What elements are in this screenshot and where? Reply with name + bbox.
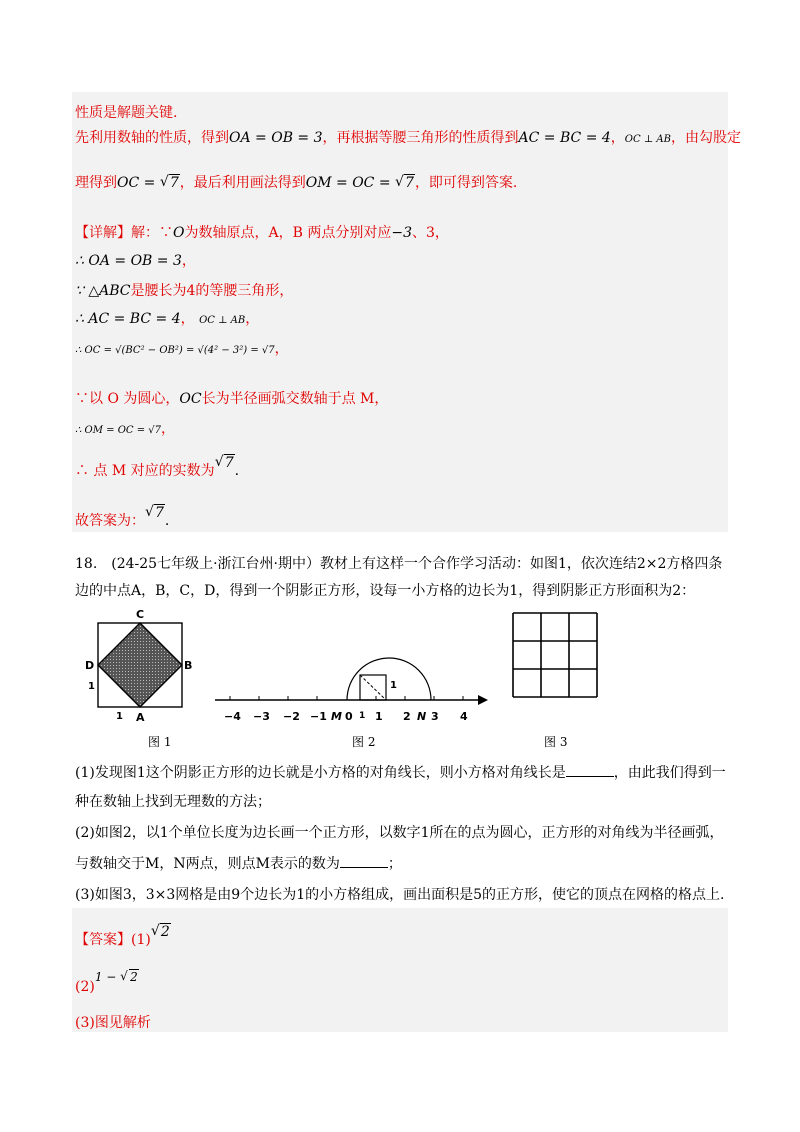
- text: 长为半径画弧交数轴于点 M，: [201, 391, 389, 407]
- step-1: [75, 250, 196, 270]
- detail-tag: 【详解】: [75, 225, 131, 241]
- sqrt-symbol: [151, 924, 171, 940]
- sqrt-symbol: [120, 970, 139, 984]
- math-neg3: −3: [391, 225, 412, 241]
- label-c: C: [136, 608, 145, 621]
- tick-label: 1: [375, 710, 383, 723]
- text: 边的中点A，B，C，D，得到一个阴影正方形，设每一小方格的边长为1，得到阴影正方形面积为2：: [75, 583, 696, 599]
- label-d: D: [85, 659, 95, 672]
- math: ∴ OA = OB = 3: [75, 253, 182, 269]
- shaded-square: [98, 623, 182, 707]
- part-1: [75, 762, 726, 782]
- text: ，最后利用画法得到: [179, 175, 306, 191]
- tick-label: −3: [253, 710, 270, 723]
- text: 、3，: [411, 225, 449, 241]
- math: [95, 970, 139, 984]
- arrow-icon: [478, 695, 488, 705]
- step-3: [75, 308, 259, 328]
- part-3: [75, 884, 724, 904]
- solution-line-3: [75, 172, 517, 192]
- math-oc: [117, 175, 180, 191]
- part-1b: [75, 791, 271, 811]
- text: ，: [161, 421, 176, 437]
- sqrt-symbol: [395, 175, 415, 191]
- text: 是腰长为4的等腰三角形，: [130, 283, 294, 299]
- math: ∵ △ABC: [75, 283, 131, 299]
- text: ，: [180, 311, 195, 327]
- tick-label: 2: [403, 710, 411, 723]
- fig1-caption: 图 1: [148, 735, 172, 749]
- text: 与数轴交于M，N两点，则点M表示的数为: [75, 856, 340, 872]
- tick-label: 0: [345, 710, 353, 723]
- sqrt-symbol: [160, 175, 180, 191]
- tick-label: 4: [460, 710, 468, 723]
- text: (1)发现图1这个阴影正方形的边长就是小方格的对角线长，则小方格对角线长是: [75, 765, 566, 781]
- radicand: 7: [155, 505, 164, 521]
- answer-line-3: [75, 1012, 151, 1032]
- text: 为数轴原点，A，B 两点分别对应: [184, 225, 392, 241]
- text: (3)图见解析: [75, 1015, 151, 1031]
- text: ，由勾股定: [670, 130, 741, 146]
- text: 18. (24-25七年级上·浙江台州·期中）教材上有这样一个合作学习活动：如图1，依次连结2×2方格四条: [75, 556, 723, 572]
- text: 先利用数轴的性质，得到: [75, 130, 229, 146]
- detail-line: [75, 222, 449, 242]
- text: ，由此我们得到一: [613, 765, 726, 781]
- step-7: [75, 455, 239, 480]
- answer-blank: [340, 857, 388, 868]
- text: ∴ 点 M 对应的实数为: [75, 463, 215, 479]
- tick-label: −1: [310, 710, 327, 723]
- part-2: [75, 822, 724, 842]
- radicand: 2: [160, 924, 170, 940]
- radicand: 7: [169, 175, 179, 191]
- part-2b: [75, 853, 402, 873]
- text: ∵以 O 为圆心，: [75, 391, 180, 407]
- tick-label: M: [331, 710, 342, 723]
- tick-label: −4: [224, 710, 241, 723]
- tick-label: N: [417, 710, 427, 723]
- question-line-2: [75, 580, 695, 600]
- math-oc: OC: [179, 391, 202, 407]
- math: ∴ AC = BC = 4: [75, 311, 181, 327]
- step-6: [75, 418, 175, 438]
- answer-blank: [566, 766, 614, 777]
- text: .: [234, 463, 240, 479]
- text: 1 −: [94, 970, 121, 984]
- figure-3: [505, 605, 615, 725]
- text: ，: [274, 341, 289, 357]
- text: 性质是解题关键.: [75, 105, 178, 121]
- tick-label: 3: [431, 710, 439, 723]
- fig2-caption: 图 2: [352, 735, 376, 749]
- text: OM = OC =: [305, 175, 396, 191]
- text: ，: [245, 311, 260, 327]
- solution-line-2: 先利用数轴的性质，得到OA = OB = 3，再根据等腰三角形的性质得到AC = BC = 4，OC ⊥ AB，由勾股定: [75, 130, 741, 146]
- text: (1): [131, 932, 151, 948]
- solution-line-1: [75, 102, 177, 122]
- step-8: [75, 505, 169, 530]
- tick-label: −2: [283, 710, 300, 723]
- math: ∴ OM = OC = √7: [75, 425, 162, 436]
- radicand: 2: [130, 970, 138, 984]
- step-5: [75, 388, 388, 408]
- math-ac-bc: AC = BC = 4: [518, 130, 611, 146]
- text: 解：∵: [131, 225, 173, 241]
- math-om: [306, 175, 415, 191]
- figure-1: [80, 605, 193, 725]
- text: ，再根据等腰三角形的性质得到: [322, 130, 519, 146]
- grid-3x3: [513, 613, 597, 697]
- sqrt-symbol: [215, 455, 235, 471]
- math: ∴ OC = √(BC² − OB²) = √(4² − 3²) = √7: [75, 345, 275, 356]
- math-oa-ob: OA = OB = 3: [229, 130, 323, 146]
- text: .: [164, 513, 170, 529]
- math-perp: OC ⊥ AB: [624, 134, 671, 145]
- answer-tag: 【答案】: [75, 932, 131, 948]
- text: ，: [181, 253, 196, 269]
- question-line-1: [75, 553, 722, 573]
- answer-line-2: [75, 970, 139, 995]
- answer-line-1: [75, 924, 171, 949]
- label-b: B: [184, 659, 193, 672]
- tick-label: 1: [359, 711, 366, 721]
- text: (2)如图2，以1个单位长度为边长画一个正方形，以数字1所在的点为圆心，正方形的对角线为半径画弧，: [75, 825, 724, 841]
- diagonal: [360, 675, 386, 700]
- math-perp: OC ⊥ AB: [199, 315, 246, 326]
- label-one: 1: [116, 711, 123, 722]
- step-4: [75, 338, 289, 358]
- text: 故答案为：: [75, 513, 145, 529]
- step-2: [75, 280, 293, 300]
- radicand: 7: [405, 175, 414, 191]
- text: (3)如图3，3×3网格是由9个边长为1的小方格组成，画出面积是5的正方形，使它的顶点在网格的格点上.: [75, 887, 725, 903]
- label-one: 1: [88, 681, 95, 692]
- label-one: 1: [390, 680, 397, 691]
- text: ；: [387, 856, 402, 872]
- fig3-caption: 图 3: [544, 735, 568, 749]
- sqrt-symbol: [145, 505, 165, 521]
- text: OC =: [117, 175, 160, 191]
- text: 种在数轴上找到无理数的方法；: [75, 794, 271, 810]
- text: ，即可得到答案.: [414, 175, 518, 191]
- figure-2: [210, 620, 490, 725]
- text: 理得到: [75, 175, 117, 191]
- math-o: O: [173, 225, 185, 241]
- label-a: A: [136, 711, 145, 724]
- text: (2): [75, 979, 95, 995]
- radicand: 7: [224, 455, 234, 471]
